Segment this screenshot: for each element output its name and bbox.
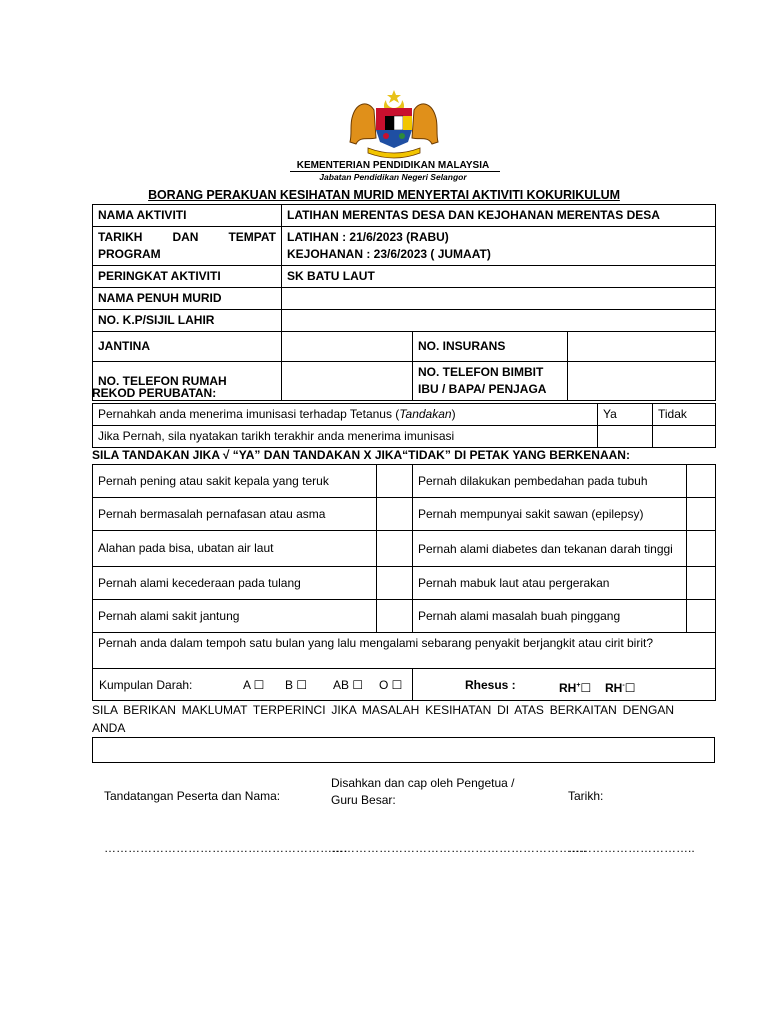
home-phone-field[interactable] — [282, 362, 413, 401]
tetanus-question-close: ) — [451, 407, 456, 421]
rh-negative-checkbox[interactable] — [605, 677, 635, 697]
ic-field[interactable] — [282, 310, 716, 332]
blood-group-cell — [93, 669, 413, 701]
blood-a-checkbox[interactable]: A ☐ — [243, 678, 265, 692]
gender-field[interactable] — [282, 332, 413, 362]
condition-right: Pernah alami masalah buah pinggang — [413, 600, 687, 633]
full-name-label: NAMA PENUH MURID — [93, 288, 282, 310]
activity-value[interactable]: LATIHAN MERENTAS DESA DAN KEJOHANAN MERENTAS DESA — [282, 205, 716, 227]
immunisation-date-question: Jika Pernah, sila nyatakan tarikh terakhir anda menerima imunisasi — [93, 426, 598, 448]
condition-left: Pernah alami kecederaan pada tulang — [93, 567, 377, 600]
details-instruction: SILA BERIKAN MAKLUMAT TERPERINCI JIKA MASALAH KESIHATAN DI ATAS BERKAITAN DENGAN ANDA — [92, 703, 674, 735]
rh-positive-checkbox[interactable] — [559, 677, 591, 697]
blood-o-checkbox[interactable]: O ☐ — [379, 678, 403, 692]
condition-checkbox[interactable] — [377, 498, 413, 531]
tetanus-question-text: Pernahkah anda menerima imunisasi terhadap Tetanus ( — [98, 407, 400, 421]
level-label: PERINGKAT AKTIVITI — [93, 266, 282, 288]
condition-left: Alahan pada bisa, ubatan air laut — [93, 531, 377, 567]
rhesus-label: Rhesus : — [465, 678, 516, 692]
date-place-label — [93, 227, 282, 266]
date-place-value[interactable] — [282, 227, 716, 266]
condition-checkbox[interactable] — [377, 531, 413, 567]
insurance-label: NO. INSURANS — [413, 332, 568, 362]
guardian-phone-label-line2: IBU / BAPA/ PENJAGA — [418, 382, 547, 396]
blood-ab-checkbox[interactable]: AB ☐ — [333, 678, 364, 692]
date-place-label-line1: TARIKH DAN TEMPAT — [98, 230, 276, 244]
date-label: Tarikh: — [568, 789, 604, 803]
principal-label-line2: Guru Besar: — [331, 793, 396, 807]
tick-instruction: SILA TANDAKAN JIKA √ “YA” DAN TANDAKAN X JIKA“TIDAK” DI PETAK YANG BERKENAAN: — [92, 448, 630, 462]
ministry-name: KEMENTERIAN PENDIDIKAN MALAYSIA — [296, 160, 490, 171]
rh-negative-sup: - — [622, 682, 625, 689]
department-name: Jabatan Pendidikan Negeri Selangor — [319, 172, 467, 182]
rh-positive-box: ☐ — [580, 681, 592, 695]
date-place-label-line2: PROGRAM — [98, 247, 161, 261]
immunisation-no-box[interactable] — [653, 426, 716, 448]
tetanus-question — [93, 404, 598, 426]
condition-checkbox[interactable] — [377, 600, 413, 633]
condition-right: Pernah dilakukan pembedahan pada tubuh — [413, 465, 687, 498]
form-title: BORANG PERAKUAN KESIHATAN MURID MENYERTAI AKTIVITI KOKURIKULUM — [148, 188, 620, 202]
activity-label: NAMA AKTIVITI — [93, 205, 282, 227]
condition-checkbox[interactable] — [377, 567, 413, 600]
training-date: LATIHAN : 21/6/2023 (RABU) — [287, 230, 449, 244]
immunisation-yes-box[interactable] — [598, 426, 653, 448]
condition-right: Pernah mempunyai sakit sawan (epilepsy) — [413, 498, 687, 531]
rhesus-cell — [413, 669, 716, 701]
no-column-label: Tidak — [653, 404, 716, 426]
principal-label-line1: Disahkan dan cap oleh Pengetua / — [331, 776, 515, 790]
guardian-phone-label — [413, 362, 568, 401]
participant-signature-line[interactable]: ……………………………………………………. — [104, 841, 348, 855]
competition-date: KEJOHANAN : 23/6/2023 ( JUMAAT) — [287, 247, 491, 261]
level-value[interactable]: SK BATU LAUT — [282, 266, 716, 288]
conditions-table — [92, 464, 716, 701]
blood-b-checkbox[interactable]: B ☐ — [285, 678, 308, 692]
date-line[interactable]: ………………………….. — [568, 841, 695, 855]
student-info-table — [92, 204, 716, 401]
condition-right: Pernah alami diabetes dan tekanan darah tinggi — [413, 531, 687, 567]
gender-label: JANTINA — [93, 332, 282, 362]
condition-left: Pernah alami sakit jantung — [93, 600, 377, 633]
infectious-disease-question: Pernah anda dalam tempoh satu bulan yang lalu mengalami sebarang penyakit berjangkit atau cirit birit? — [93, 633, 716, 669]
home-phone-label: NO. TELEFON RUMAH — [93, 362, 282, 401]
ic-label: NO. K.P/SIJIL LAHIR — [93, 310, 282, 332]
tetanus-question-emphasis: Tandakan — [399, 407, 452, 421]
rh-negative-box: ☐ — [624, 681, 636, 695]
yes-column-label: Ya — [598, 404, 653, 426]
rh-positive-sup: + — [576, 682, 581, 689]
condition-checkbox[interactable] — [687, 498, 716, 531]
coat-of-arms-icon — [346, 88, 442, 160]
full-name-field[interactable] — [282, 288, 716, 310]
condition-left: Pernah pening atau sakit kepala yang teruk — [93, 465, 377, 498]
insurance-field[interactable] — [568, 332, 716, 362]
participant-signature-label: Tandatangan Peserta dan Nama: — [104, 789, 281, 803]
health-details-field[interactable] — [92, 737, 715, 763]
condition-right: Pernah mabuk laut atau pergerakan — [413, 567, 687, 600]
medical-section-title: REKOD PERUBATAN: — [92, 386, 217, 400]
principal-signature-line[interactable]: ………………………………………………………. — [331, 841, 587, 855]
condition-checkbox[interactable] — [687, 531, 716, 567]
guardian-phone-field[interactable] — [568, 362, 716, 401]
principal-signature-label — [331, 775, 514, 809]
guardian-phone-label-line1: NO. TELEFON BIMBIT — [418, 365, 544, 379]
condition-checkbox[interactable] — [687, 600, 716, 633]
condition-checkbox[interactable] — [687, 567, 716, 600]
condition-checkbox[interactable] — [377, 465, 413, 498]
immunisation-table — [92, 403, 716, 448]
rh-negative-text: RH — [605, 681, 623, 695]
condition-left: Pernah bermasalah pernafasan atau asma — [93, 498, 377, 531]
rh-positive-text: RH — [559, 681, 577, 695]
condition-checkbox[interactable] — [687, 465, 716, 498]
blood-group-label: Kumpulan Darah: — [99, 678, 193, 692]
